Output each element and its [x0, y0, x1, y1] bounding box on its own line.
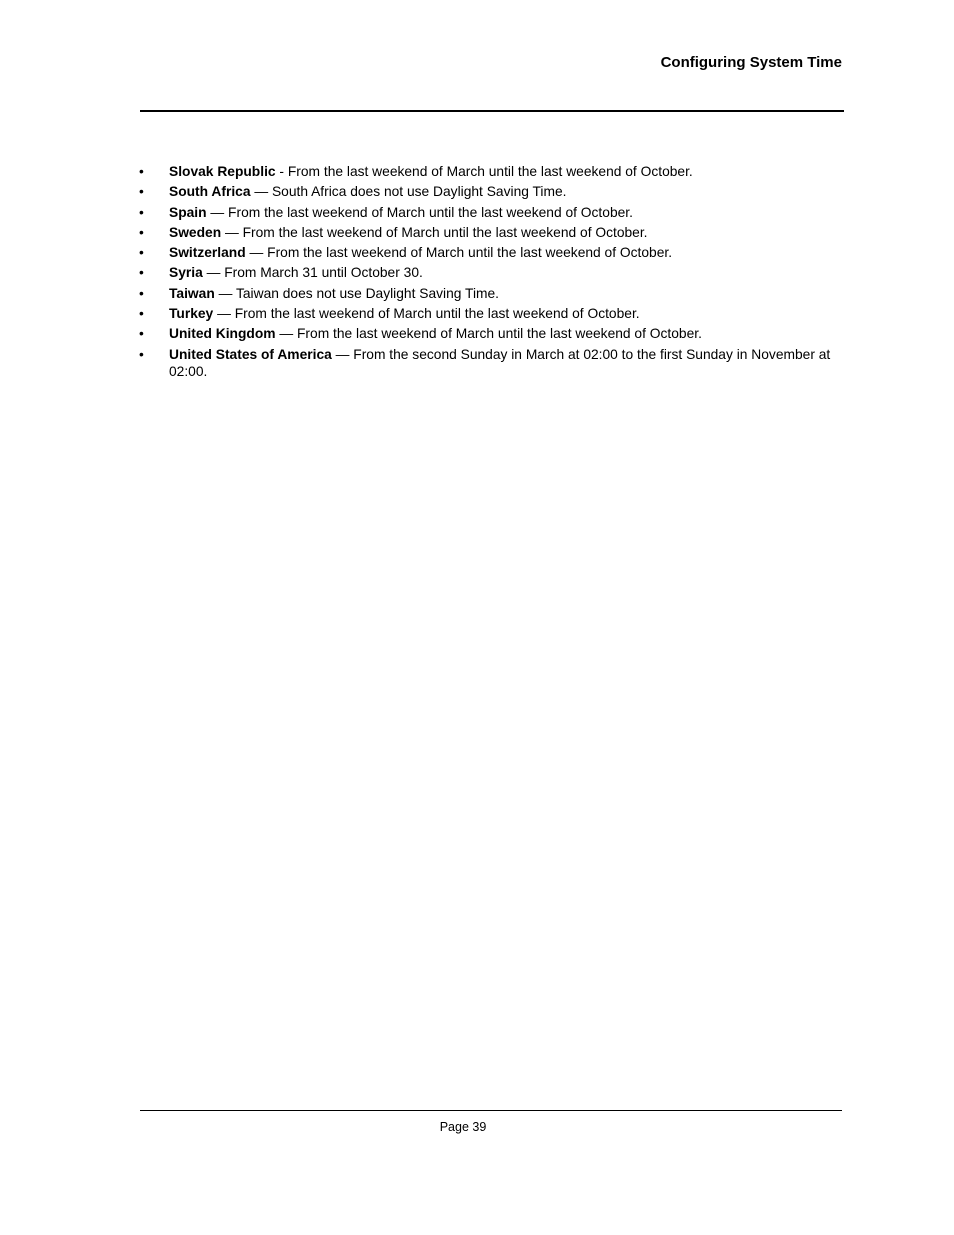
country-name: Sweden — [169, 224, 222, 240]
country-name: Switzerland — [169, 245, 246, 261]
dst-rule-text: — From the second Sunday in March at 02:00 to the first Sunday in November at 02:00. — [169, 346, 831, 379]
list-item-turkey — [139, 305, 845, 322]
bullet-icon: • — [139, 224, 144, 240]
dst-rule-text: — Taiwan does not use Daylight Saving Time. — [214, 285, 500, 301]
country-name: United States of America — [169, 346, 332, 362]
dst-country-list — [139, 163, 845, 383]
bullet-icon: • — [139, 346, 144, 362]
dst-rule-text: — From March 31 until October 30. — [202, 265, 423, 281]
bullet-icon: • — [139, 285, 144, 301]
bullet-icon: • — [139, 326, 144, 342]
dst-rule-text: - From the last weekend of March until the last weekend of October. — [275, 164, 693, 179]
list-item-spain — [139, 204, 845, 221]
list-item-taiwan — [139, 285, 845, 302]
dst-rule-text: — From the last weekend of March until the last weekend of October. — [245, 245, 673, 261]
list-item-united-kingdom — [139, 325, 845, 342]
country-name: Spain — [169, 204, 207, 220]
bullet-icon: • — [139, 265, 144, 281]
footer-divider — [140, 1110, 842, 1111]
dst-rule-text: — South Africa does not use Daylight Saving Time. — [250, 184, 567, 200]
list-item-slovak-republic — [139, 163, 845, 180]
bullet-icon: • — [139, 245, 144, 261]
dst-rule-text: — From the last weekend of March until the last weekend of October. — [213, 306, 640, 322]
list-item-syria — [139, 264, 845, 281]
header-divider — [140, 110, 844, 112]
dst-rule-text: — From the last weekend of March until the last weekend of October. — [275, 326, 702, 342]
list-item-switzerland — [139, 244, 845, 261]
dst-rule-text: — From the last weekend of March until the last weekend of October. — [221, 224, 648, 240]
page-number: Page 39 — [439, 1120, 487, 1134]
page-header-title: Configuring System Time — [660, 54, 842, 71]
bullet-icon: • — [139, 184, 144, 200]
list-item-south-africa — [139, 183, 845, 200]
country-name: Slovak Republic — [169, 164, 276, 179]
bullet-icon: • — [139, 306, 144, 322]
bullet-icon: • — [139, 164, 144, 179]
country-name: United Kingdom — [169, 326, 276, 342]
dst-rule-text: — From the last weekend of March until the last weekend of October. — [206, 204, 633, 220]
country-name: Turkey — [169, 306, 214, 322]
country-name: South Africa — [169, 184, 251, 200]
list-item-united-states — [139, 346, 845, 380]
bullet-icon: • — [139, 204, 144, 220]
list-item-sweden — [139, 224, 845, 241]
country-name: Taiwan — [169, 285, 215, 301]
country-name: Syria — [169, 265, 203, 281]
